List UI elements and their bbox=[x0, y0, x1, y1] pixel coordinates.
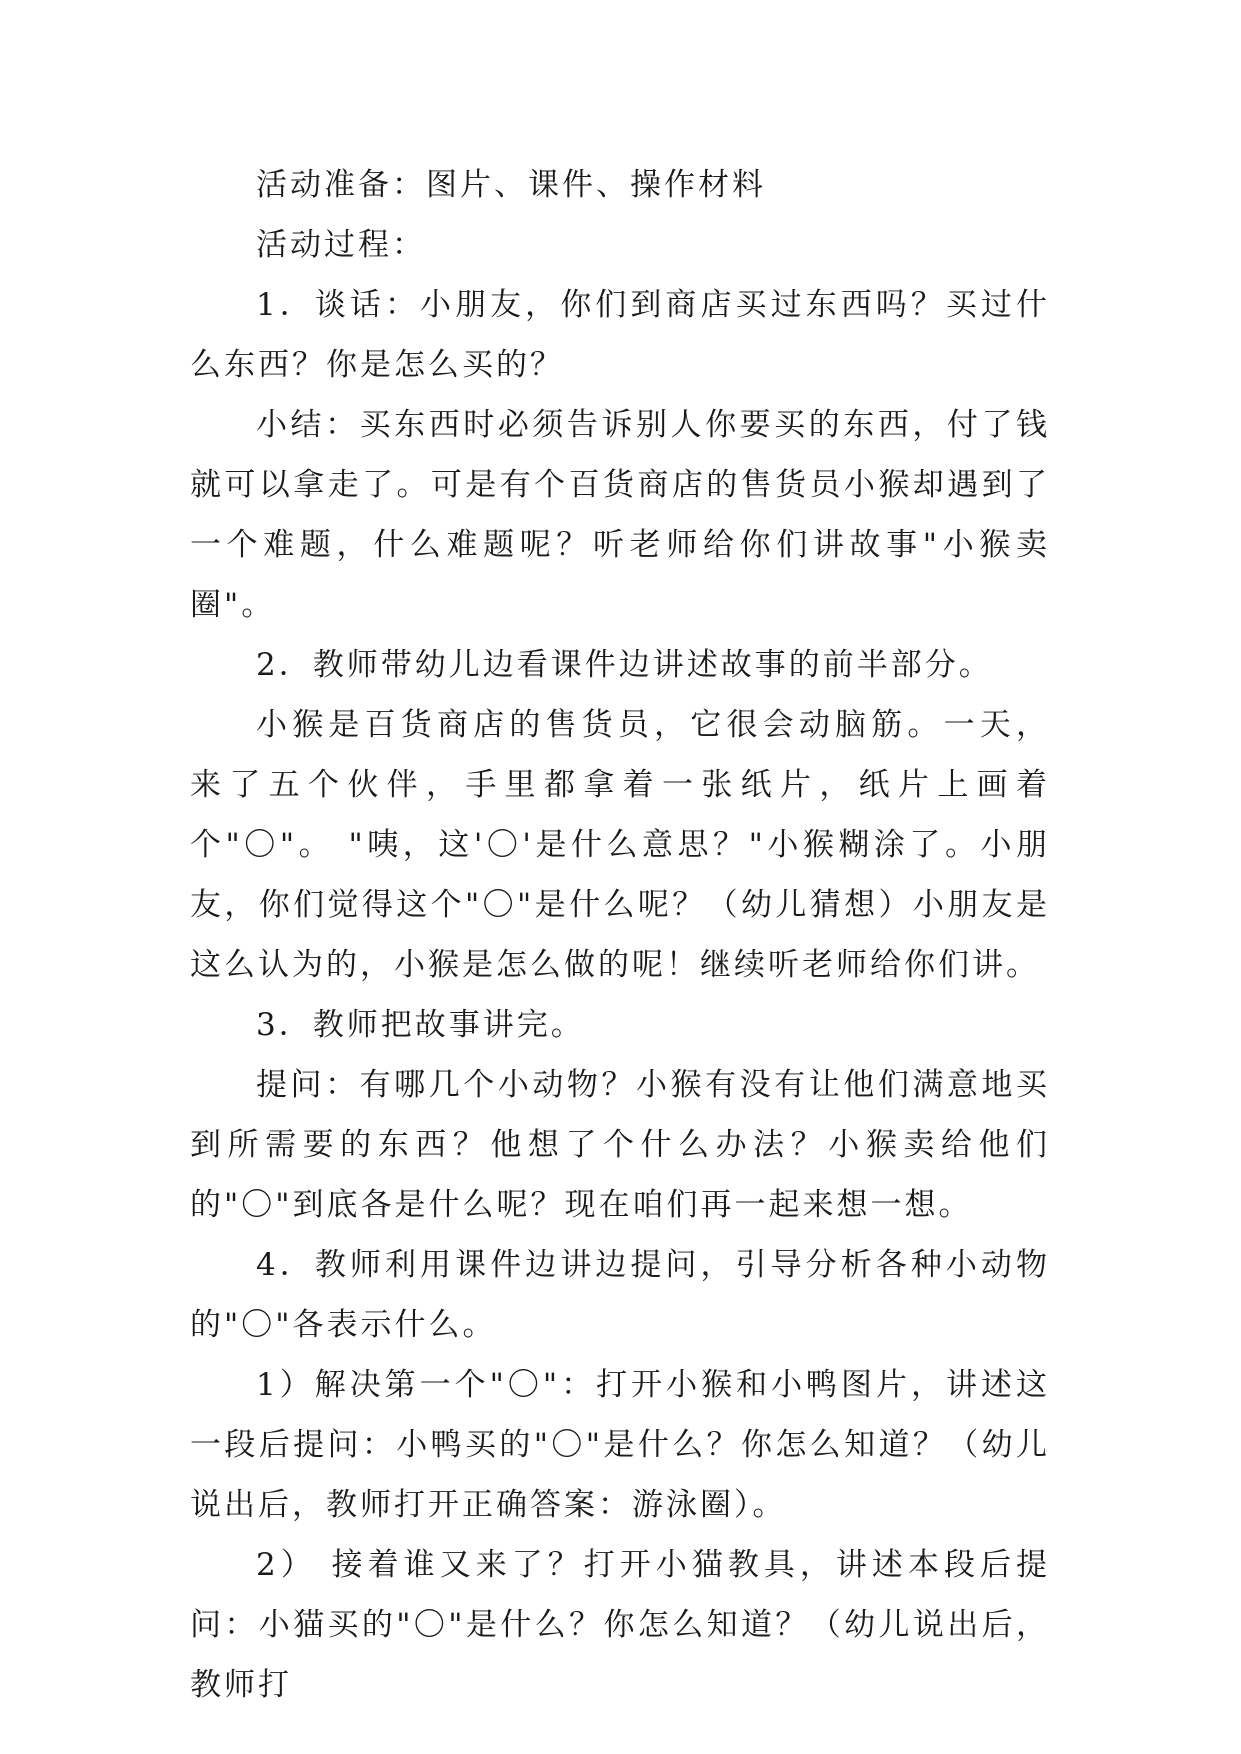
paragraph-process-heading: 活动过程： bbox=[256, 227, 426, 263]
paragraph-step-4: 4．教师利用课件边讲边提问，引导分析各种小动物的"〇"各表示什么。 bbox=[190, 1247, 1050, 1343]
paragraph-step-3: 3．教师把故事讲完。 bbox=[256, 1007, 585, 1043]
paragraph-substep-2: 2） 接着谁又来了？打开小猫教具，讲述本段后提问：小猫买的"〇"是什么？你怎么知道？（幼儿说出后，教师打 bbox=[190, 1547, 1050, 1703]
document-body bbox=[190, 155, 1063, 1715]
paragraph-summary: 小结：买东西时必须告诉别人你要买的东西，付了钱就可以拿走了。可是有个百货商店的售货员小猴却遇到了一个难题，什么难题呢？听老师给你们讲故事"小猴卖圈"。 bbox=[190, 407, 1050, 623]
paragraph-questions: 提问：有哪几个小动物？小猴有没有让他们满意地买到所需要的东西？他想了个什么办法？小猴卖给他们的"〇"到底各是什么呢？现在咱们再一起来想一想。 bbox=[190, 1067, 1050, 1223]
paragraph-substep-1: 1）解决第一个"〇"：打开小猴和小鸭图片，讲述这一段后提问：小鸭买的"〇"是什么？你怎么知道？（幼儿说出后，教师打开正确答案：游泳圈）。 bbox=[190, 1367, 1050, 1523]
paragraph-story: 小猴是百货商店的售货员，它很会动脑筋。一天， 来了五个伙伴，手里都拿着一张纸片，纸片上画着个"〇"。 "咦，这'〇'是什么意思？"小猴糊涂了。小朋友，你们觉得这个"〇"是什么呢？（幼儿猜想）小朋友是这么认为的，小猴是怎么做的呢！继续听老师给你们讲。 bbox=[190, 707, 1063, 983]
paragraph-step-2: 2．教师带幼儿边看课件边讲述故事的前半部分。 bbox=[256, 647, 993, 683]
paragraph-preparation: 活动准备：图片、课件、操作材料 bbox=[256, 167, 766, 203]
paragraph-step-1: 1．谈话：小朋友，你们到商店买过东西吗？买过什么东西？你是怎么买的？ bbox=[190, 287, 1050, 383]
